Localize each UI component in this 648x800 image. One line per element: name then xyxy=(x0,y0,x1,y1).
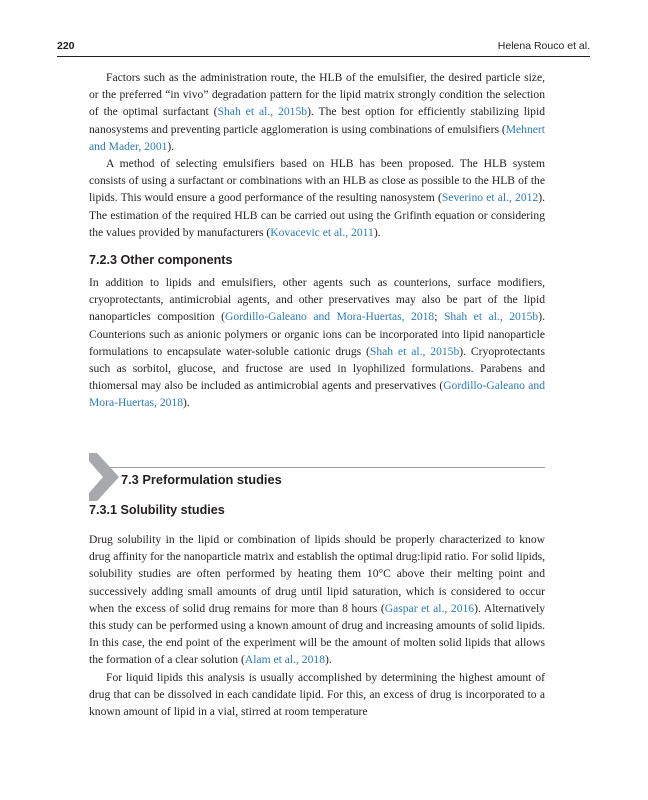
citation-link[interactable]: Shah et al., 2015b xyxy=(443,310,539,324)
citation-link[interactable]: Kovacevic et al., 2011 xyxy=(270,225,374,239)
body-text: For liquid lipids this analysis is usually accomplished by determining the highest amount of drug that can be dissolved in each candidate lipid. For this, an excess of drug is incorporated to a known amount of lipid in a vial, stirred at room temperature xyxy=(89,670,545,719)
body-text: ). Counterions such as anionic polymers or organic ions can be incorporated into lipid nanoparticle formulations to encapsulate water-soluble cationic drugs ( xyxy=(89,310,545,358)
body-text: ). The best option for efficiently stabilizing lipid nanosystems and preventing particle agglomeration is using combinations of emulsifiers ( xyxy=(89,105,545,136)
body-text: In addition to lipids and emulsifiers, other agents such as counterions, surface modifiers, cryoprotectants, antimicrobial agents, and other preservatives may also be part of the lipid nanoparticles composition ( xyxy=(89,276,545,324)
paragraph-other-components xyxy=(89,274,545,412)
paragraph-solubility-2 xyxy=(89,669,545,721)
body-text: Factors such as the administration route, the HLB of the emulsifier, the desired particle size, or the preferred “in vivo” degradation pattern for the lipid matrix strongly condition the selection of the optimal surfactant ( xyxy=(89,71,545,119)
citation-link[interactable]: Shah et al., 2015b xyxy=(217,105,308,119)
paragraph-hlb-2 xyxy=(89,155,545,241)
citation-link[interactable]: Mehnert and Mader, 2001 xyxy=(89,122,545,153)
body-text: ). Cryoprotectants such as sorbitol, glucose, and fructose are used in lyophilized formulations. Parabens and thiomersal may also be included as antimicrobial agents and preservatives ( xyxy=(89,344,545,393)
body-text: ). xyxy=(183,396,190,410)
citation-link[interactable]: Gordillo-Galeano and Mora-Huertas, 2018 xyxy=(89,379,545,410)
citation-link[interactable]: Shah et al., 2015b xyxy=(369,344,460,358)
page-number: 220 xyxy=(57,40,75,52)
section-rule xyxy=(109,467,545,468)
text-block-top xyxy=(89,69,545,412)
paragraph-hlb-1 xyxy=(89,69,545,155)
section-banner xyxy=(89,453,545,505)
citation-link[interactable]: Gaspar et al., 2016 xyxy=(384,601,475,615)
body-text: ). xyxy=(167,139,175,153)
body-text: Drug solubility in the lipid or combination of lipids should be properly characterized to know drug affinity for the nanoparticle matrix and establish the optimal drug:lipid ratio. For solid lipids, solubility studies are often performed by heating them 10°C above their melting point and successively adding small amounts of drug until lipid saturation, which is considered to occur when the excess of solid drug remains for more than 8 hours ( xyxy=(89,533,545,615)
running-head: Helena Rouco et al. xyxy=(497,40,590,52)
body-text: ). xyxy=(373,225,381,239)
body-text: ). Alternatively this study can be performed using a known amount of drug and increasing amounts of solid lipids. In this case, the end point of the experiment will be the amount of molten solid lipids that allows the formation of a clear solution ( xyxy=(89,601,546,667)
citation-link[interactable]: Alam et al., 2018 xyxy=(244,653,325,667)
body-text: A method of selecting emulsifiers based on HLB has been proposed. The HLB system consists of using a surfactant or combinations with an HLB as close as possible to the HLB of the lipids. This would ensure a good performance of the resulting nanosystem ( xyxy=(89,157,545,205)
body-text: ). The estimation of the required HLB can be carried out using the Grifinth equation or considering the values provided by manufacturers ( xyxy=(89,191,545,239)
section-title: 7.3 Preformulation studies xyxy=(121,472,282,487)
chevron-icon xyxy=(89,453,119,505)
citation-link[interactable]: Severino et al., 2012 xyxy=(441,191,539,205)
header-rule xyxy=(57,56,590,57)
heading-other-components: 7.2.3 Other components xyxy=(89,253,233,268)
citation-link[interactable]: Gordillo-Galeano and Mora-Huertas, 2018 xyxy=(225,310,435,324)
heading-solubility-studies: 7.3.1 Solubility studies xyxy=(89,503,225,517)
paragraph-solubility-1 xyxy=(89,531,545,669)
body-text: ). xyxy=(325,653,332,667)
text-block-bottom xyxy=(89,531,545,720)
body-text: ; xyxy=(434,310,444,324)
